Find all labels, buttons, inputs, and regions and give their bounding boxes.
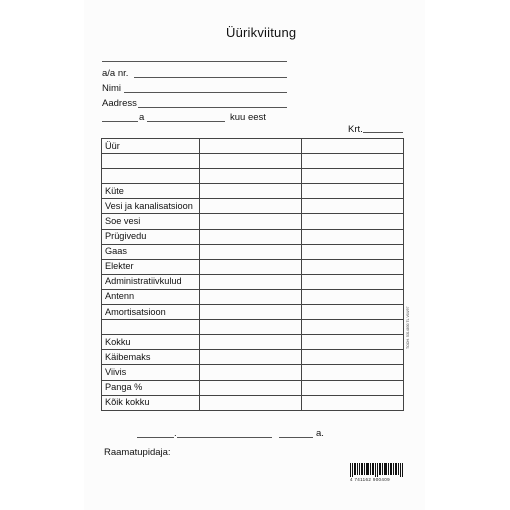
amount-cell[interactable] [301, 289, 403, 304]
table-row [102, 320, 404, 335]
table-row [102, 335, 404, 350]
amount-cell[interactable] [199, 169, 301, 184]
row-label: Küte [102, 184, 200, 199]
amount-cell[interactable] [199, 199, 301, 214]
year-line[interactable] [102, 121, 138, 122]
month-line[interactable] [147, 121, 225, 122]
row-label: Amortisatsioon [102, 305, 200, 320]
row-label: Viivis [102, 365, 200, 380]
amount-cell[interactable] [301, 274, 403, 289]
table-row [102, 229, 404, 244]
amount-cell[interactable] [199, 154, 301, 169]
amount-cell[interactable] [199, 320, 301, 335]
aa-nr-label: a/a nr. [102, 68, 129, 79]
row-label: Kokku [102, 335, 200, 350]
row-label [102, 154, 200, 169]
footer-dot: . [174, 428, 177, 439]
row-label: Üür [102, 139, 200, 154]
row-label: Kõik kokku [102, 395, 200, 410]
amount-cell[interactable] [199, 139, 301, 154]
row-label: Soe vesi [102, 214, 200, 229]
table-row [102, 350, 404, 365]
table-row [102, 199, 404, 214]
amount-cell[interactable] [199, 274, 301, 289]
footer-a-label: a. [316, 428, 324, 439]
amount-cell[interactable] [301, 365, 403, 380]
table-row [102, 365, 404, 380]
amount-cell[interactable] [301, 395, 403, 410]
footer-blank-3[interactable] [279, 437, 313, 438]
row-label: Käibemaks [102, 350, 200, 365]
amount-cell[interactable] [301, 305, 403, 320]
aa-nr-line[interactable] [134, 77, 287, 78]
row-label [102, 169, 200, 184]
amount-cell[interactable] [301, 169, 403, 184]
amount-cell[interactable] [199, 380, 301, 395]
table-row [102, 184, 404, 199]
krt-label: Krt. [348, 124, 363, 135]
footer-blank-1[interactable] [137, 437, 174, 438]
row-label: Antenn [102, 289, 200, 304]
table-row [102, 395, 404, 410]
aadress-label: Aadress [102, 98, 137, 109]
table-row [102, 169, 404, 184]
table-row [102, 259, 404, 274]
amount-cell[interactable] [301, 320, 403, 335]
table-row [102, 154, 404, 169]
amount-cell[interactable] [199, 289, 301, 304]
amount-cell[interactable] [199, 214, 301, 229]
a-label: a [139, 112, 145, 123]
amount-cell[interactable] [199, 350, 301, 365]
side-print-code: TOOH. 5314830 TL V04/97 [406, 306, 410, 349]
row-label [102, 320, 200, 335]
charges-table [101, 138, 404, 411]
amount-cell[interactable] [199, 229, 301, 244]
table-row [102, 244, 404, 259]
footer-blank-2[interactable] [177, 437, 272, 438]
amount-cell[interactable] [199, 184, 301, 199]
kuu-eest-label: kuu eest [230, 112, 266, 123]
aadress-line[interactable] [138, 107, 287, 108]
amount-cell[interactable] [199, 305, 301, 320]
amount-cell[interactable] [199, 244, 301, 259]
row-label: Gaas [102, 244, 200, 259]
table-row [102, 214, 404, 229]
amount-cell[interactable] [301, 199, 403, 214]
amount-cell[interactable] [301, 335, 403, 350]
amount-cell[interactable] [199, 395, 301, 410]
amount-cell[interactable] [301, 154, 403, 169]
amount-cell[interactable] [301, 214, 403, 229]
row-label: Panga % [102, 380, 200, 395]
amount-cell[interactable] [301, 380, 403, 395]
barcode-icon [350, 463, 404, 477]
barcode-number: 4 741162 900409 [350, 477, 390, 482]
amount-cell[interactable] [301, 259, 403, 274]
table-row [102, 380, 404, 395]
table-row [102, 305, 404, 320]
amount-cell[interactable] [199, 365, 301, 380]
row-label: Vesi ja kanalisatsioon [102, 199, 200, 214]
nimi-line[interactable] [124, 92, 287, 93]
amount-cell[interactable] [301, 350, 403, 365]
top-blank-line[interactable] [102, 61, 287, 62]
amount-cell[interactable] [301, 229, 403, 244]
krt-line[interactable] [363, 132, 403, 133]
nimi-label: Nimi [102, 83, 121, 94]
row-label: Elekter [102, 259, 200, 274]
form-title: Üürikviitung [226, 25, 297, 40]
row-label: Prügivedu [102, 229, 200, 244]
table-row [102, 274, 404, 289]
amount-cell[interactable] [199, 335, 301, 350]
amount-cell[interactable] [301, 139, 403, 154]
amount-cell[interactable] [301, 184, 403, 199]
amount-cell[interactable] [199, 259, 301, 274]
table-row [102, 289, 404, 304]
table-row [102, 139, 404, 154]
amount-cell[interactable] [301, 244, 403, 259]
raamatupidaja-label: Raamatupidaja: [104, 447, 171, 458]
row-label: Administratiivkulud [102, 274, 200, 289]
